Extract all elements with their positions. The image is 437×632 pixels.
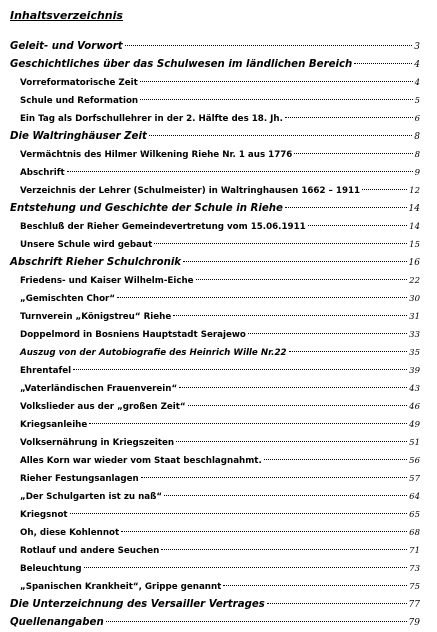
dot-leader: [140, 99, 412, 100]
dot-leader: [121, 531, 407, 532]
dot-leader: [264, 459, 407, 460]
toc-page-number: 39: [409, 366, 420, 376]
toc-section-entry[interactable]: [10, 200, 420, 218]
toc-entry-title: Kriegsnot: [20, 510, 68, 520]
toc-page-number: 51: [409, 438, 420, 448]
toc-entry-title: „Gemischten Chor“: [20, 294, 116, 304]
toc-list: [10, 38, 420, 632]
toc-page-number: 12: [409, 186, 420, 196]
dot-leader: [289, 351, 408, 352]
dot-leader: [89, 423, 407, 424]
dot-leader: [173, 315, 407, 316]
toc-page-number: 43: [409, 384, 420, 394]
dot-leader: [164, 495, 407, 496]
dot-leader: [149, 135, 412, 136]
toc-entry-title: Abschrift: [20, 168, 65, 178]
toc-page-number: 15: [409, 240, 420, 250]
toc-entry-title: Verzeichnis der Lehrer (Schulmeister) in Waltringhausen 1662 – 1911: [20, 186, 361, 196]
toc-subsection-entry[interactable]: [10, 578, 420, 596]
toc-subsection-entry[interactable]: [10, 506, 420, 524]
dot-leader: [267, 603, 407, 604]
toc-subsection-entry[interactable]: [10, 434, 420, 452]
toc-entry-title: „Spanischen Krankheit“, Grippe genannt: [20, 582, 222, 592]
toc-entry-title: Geschichtliches über das Schulwesen im ländlichen Bereich: [10, 59, 353, 70]
toc-page-number: 14: [409, 222, 420, 232]
toc-subsection-entry[interactable]: [10, 488, 420, 506]
toc-page-number: 8: [414, 150, 420, 160]
toc-page-number: 30: [409, 294, 420, 304]
dot-leader: [140, 81, 413, 82]
dot-leader: [248, 333, 407, 334]
dot-leader: [70, 513, 408, 514]
toc-entry-title: Doppelmord in Bosniens Hauptstadt Serajewo: [20, 330, 246, 340]
toc-entry-title: Ehrentafel: [20, 366, 72, 376]
toc-subsection-entry[interactable]: [10, 344, 420, 362]
toc-entry-title: Auszug von der Autobiografie des Heinrich Wille Nr.22: [20, 348, 287, 358]
toc-entry-title: Alles Korn war wieder vom Staat beschlagnahmt.: [20, 456, 262, 466]
toc-entry-title: Die Unterzeichnung des Versailler Vertrages: [10, 599, 265, 610]
toc-subsection-entry[interactable]: [10, 308, 420, 326]
toc-entry-title: Entstehung und Geschichte der Schule in Riehe: [10, 203, 283, 214]
toc-entry-title: „Der Schulgarten ist zu naß“: [20, 492, 163, 502]
toc-page-number: 8: [414, 132, 420, 142]
toc-heading: Inhaltsverzeichnis: [10, 9, 123, 22]
toc-page-number: 9: [414, 168, 420, 178]
toc-entry-title: Beleuchtung: [20, 564, 82, 574]
toc-page-number: 75: [409, 582, 420, 592]
toc-entry-title: Vermächtnis des Hilmer Wilkening Riehe Nr. 1 aus 1776: [20, 150, 293, 160]
toc-subsection-entry[interactable]: [10, 452, 420, 470]
toc-entry-title: Geleit- und Vorwort: [10, 41, 123, 52]
toc-subsection-entry[interactable]: [10, 272, 420, 290]
toc-entry-title: Volkslieder aus der „großen Zeit“: [20, 402, 186, 412]
toc-page-number: 49: [409, 420, 420, 430]
document-page: [10, 8, 420, 632]
toc-page-number: 6: [414, 114, 420, 124]
toc-entry-title: Schule und Reformation: [20, 96, 139, 106]
dot-leader: [196, 279, 408, 280]
toc-subsection-entry[interactable]: [10, 182, 420, 200]
toc-subsection-entry[interactable]: [10, 218, 420, 236]
dot-leader: [154, 243, 407, 244]
toc-page-number: 68: [409, 528, 420, 538]
toc-page-number: 5: [414, 96, 420, 106]
toc-page-number: 4: [414, 60, 420, 70]
toc-page-number: 71: [409, 546, 420, 556]
toc-subsection-entry[interactable]: [10, 74, 420, 92]
toc-section-entry[interactable]: [10, 128, 420, 146]
dot-leader: [285, 207, 407, 208]
toc-entry-title: Turnverein „Königstreu“ Riehe: [20, 312, 172, 322]
toc-page-number: 4: [414, 78, 420, 88]
dot-leader: [161, 549, 407, 550]
toc-page-number: 22: [409, 276, 420, 286]
dot-leader: [141, 477, 407, 478]
toc-section-entry[interactable]: [10, 596, 420, 614]
toc-page-number: 46: [409, 402, 420, 412]
dot-leader: [179, 387, 407, 388]
toc-subsection-entry[interactable]: [10, 164, 420, 182]
dot-leader: [308, 225, 408, 226]
dot-leader: [67, 171, 413, 172]
toc-entry-title: Die Waltringhäuser Zeit: [10, 131, 147, 142]
dot-leader: [84, 567, 408, 568]
dot-leader: [125, 45, 413, 46]
dot-leader: [223, 585, 407, 586]
toc-subsection-entry[interactable]: [10, 290, 420, 308]
dot-leader: [183, 261, 406, 262]
toc-section-entry[interactable]: [10, 38, 420, 56]
toc-page-number: 56: [409, 456, 420, 466]
dot-leader: [176, 441, 407, 442]
toc-entry-title: Rieher Festungsanlagen: [20, 474, 139, 484]
toc-page-number: 73: [409, 564, 420, 574]
toc-subsection-entry[interactable]: [10, 416, 420, 434]
dot-leader: [362, 189, 407, 190]
toc-page-number: 77: [408, 600, 420, 610]
toc-page-number: 65: [409, 510, 420, 520]
toc-subsection-entry[interactable]: [10, 380, 420, 398]
toc-entry-title: Vorreformatorische Zeit: [20, 78, 138, 88]
toc-subsection-entry[interactable]: [10, 236, 420, 254]
toc-page-number: 33: [409, 330, 420, 340]
dot-leader: [73, 369, 407, 370]
toc-entry-title: „Vaterländischen Frauenverein“: [20, 384, 178, 394]
toc-subsection-entry[interactable]: [10, 146, 420, 164]
toc-page-number: 35: [409, 348, 420, 358]
toc-section-entry[interactable]: [10, 56, 420, 74]
toc-subsection-entry[interactable]: [10, 470, 420, 488]
toc-section-entry[interactable]: [10, 254, 420, 272]
toc-entry-title: Ein Tag als Dorfschullehrer in der 2. Hälfte des 18. Jh.: [20, 114, 283, 124]
toc-subsection-entry[interactable]: [10, 524, 420, 542]
dot-leader: [294, 153, 412, 154]
dot-leader: [106, 621, 407, 622]
toc-entry-title: Friedens- und Kaiser Wilhelm-Eiche: [20, 276, 194, 286]
toc-page-number: 64: [409, 492, 420, 502]
toc-entry-title: Volksernährung in Kriegszeiten: [20, 438, 175, 448]
toc-subsection-entry[interactable]: [10, 560, 420, 578]
dot-leader: [188, 405, 408, 406]
toc-page-number: 31: [409, 312, 420, 322]
toc-entry-title: Beschluß der Rieher Gemeindevertretung vom 15.06.1911: [20, 222, 306, 232]
toc-page-number: 14: [408, 204, 420, 214]
toc-subsection-entry[interactable]: [10, 92, 420, 110]
toc-entry-title: Oh, diese Kohlennot: [20, 528, 120, 538]
dot-leader: [354, 63, 412, 64]
toc-page-number: 3: [414, 42, 420, 52]
dot-leader: [117, 297, 407, 298]
toc-page-number: 79: [408, 618, 420, 628]
toc-page-number: 16: [408, 258, 420, 268]
toc-subsection-entry[interactable]: [10, 362, 420, 380]
toc-entry-title: Rotlauf und andere Seuchen: [20, 546, 160, 556]
toc-entry-title: Unsere Schule wird gebaut: [20, 240, 153, 250]
toc-entry-title: Quellenangaben: [10, 617, 104, 628]
toc-subsection-entry[interactable]: [10, 110, 420, 128]
toc-subsection-entry[interactable]: [10, 398, 420, 416]
toc-entry-title: Abschrift Rieher Schulchronik: [10, 257, 182, 268]
toc-page-number: 57: [409, 474, 420, 484]
toc-subsection-entry[interactable]: [10, 542, 420, 560]
toc-entry-title: Kriegsanleihe: [20, 420, 88, 430]
dot-leader: [285, 117, 413, 118]
toc-subsection-entry[interactable]: [10, 326, 420, 344]
